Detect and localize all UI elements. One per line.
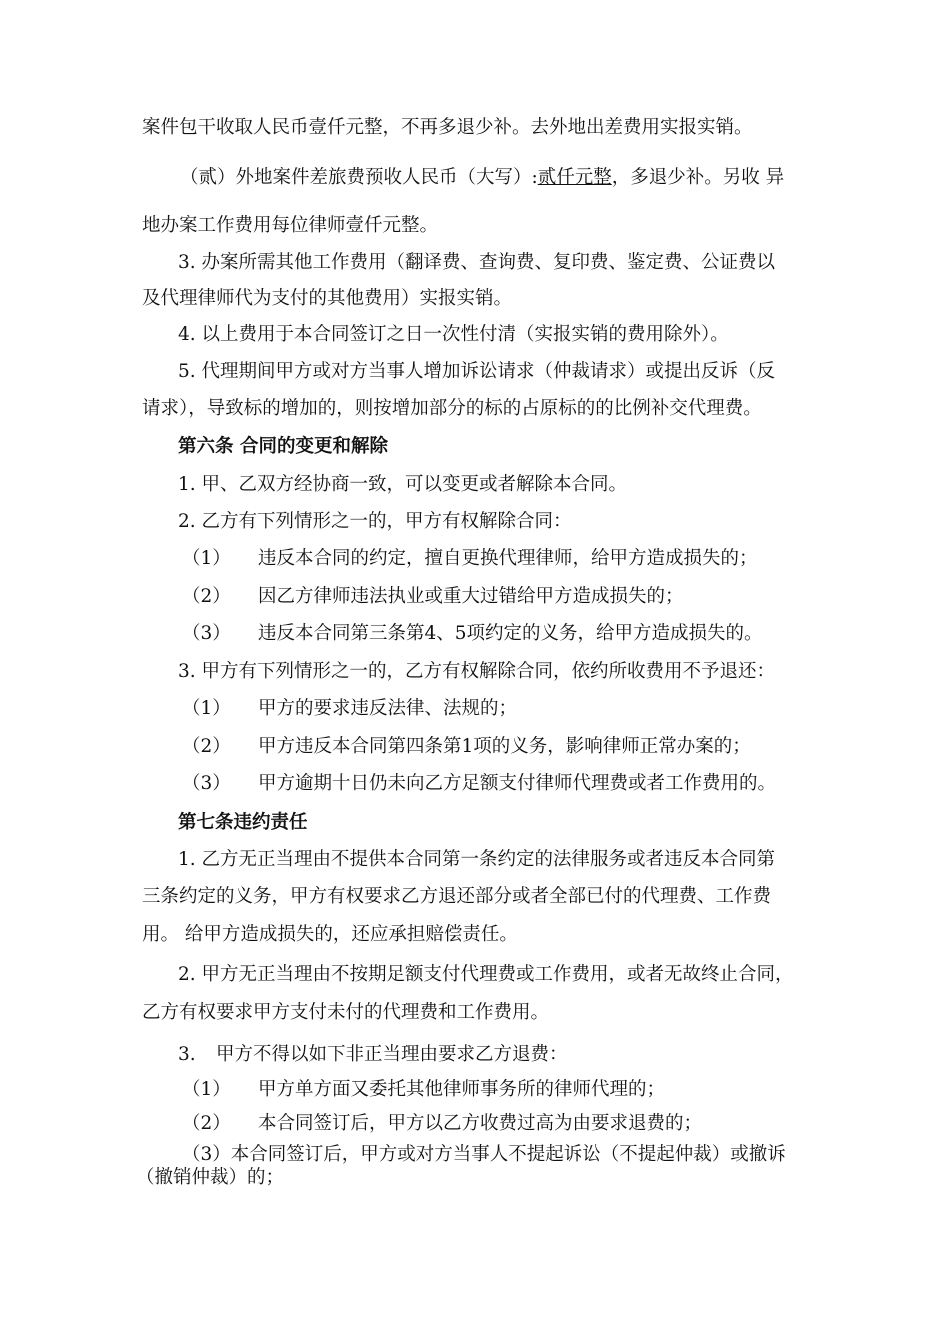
list-item-number: （3） [182, 773, 231, 794]
list-item-text: 甲方不得以如下非正当理由要求乙方退费： [216, 1044, 568, 1065]
list-item-text: 违反本合同第三条第4、5项约定的义务，给甲方造成损失的。 [258, 623, 763, 644]
paragraph-line: 地办案工作费用每位律师壹仟元整。 [142, 215, 439, 236]
paragraph-line: 及代理律师代为支付的其他费用）实报实销。 [142, 288, 513, 309]
paragraph-line: 案件包干收取人民币壹仟元整，不再多退少补。去外地出差费用实报实销。 [142, 117, 753, 138]
list-item-text: 本合同签订后，甲方以乙方收费过高为由要求退费的； [258, 1113, 703, 1134]
list-item-text: 甲方逾期十日仍未向乙方足额支付律师代理费或者工作费用的。 [258, 773, 777, 794]
paragraph-line: 三条约定的义务，甲方有权要求乙方退还部分或者全部已付的代理费、工作费 [142, 886, 772, 907]
paragraph-line: 用。 给甲方造成损失的，还应承担赔偿责任。 [142, 924, 518, 945]
list-item-number: （1） [182, 1079, 231, 1100]
paragraph-line: （3）本合同签订后，甲方或对方当事人不提起诉讼（不提起仲裁）或撤诉 [182, 1144, 786, 1165]
paragraph-line: 4. 以上费用于本合同签订之日一次性付清（实报实销的费用除外）。 [178, 324, 729, 345]
list-item-number: （1） [182, 548, 231, 569]
section-heading-article-6: 第六条 合同的变更和解除 [178, 436, 388, 457]
travel-fee-text-end: ，多退少补。另收 异 [611, 167, 785, 188]
paragraph-line: 1. 甲、乙双方经协商一致，可以变更或者解除本合同。 [178, 474, 628, 495]
paragraph-line: （撤销仲裁）的； [136, 1167, 285, 1188]
travel-fee-amount: 贰仟元整 [537, 167, 612, 188]
list-item-text: 违反本合同的约定，擅自更换代理律师，给甲方造成损失的； [258, 548, 758, 569]
paragraph-line: 2. 乙方有下列情形之一的，甲方有权解除合同： [178, 511, 572, 532]
list-item-text: 甲方的要求违反法律、法规的； [258, 698, 518, 719]
list-item-number: （3） [182, 623, 231, 644]
list-item-number: （1） [182, 698, 231, 719]
paragraph-line: 3. 办案所需其他工作费用（翻译费、查询费、复印费、鉴定费、公证费以 [178, 252, 776, 273]
paragraph-line: 2. 甲方无正当理由不按期足额支付代理费或工作费用，或者无故终止合同， [178, 964, 794, 985]
list-item-number: （2） [182, 736, 231, 757]
paragraph-line: 3. 甲方有下列情形之一的，乙方有权解除合同，依约所收费用不予退还： [178, 661, 776, 682]
list-item-text: 甲方单方面又委托其他律师事务所的律师代理的； [258, 1079, 666, 1100]
paragraph-line: 请求），导致标的增加的，则按增加部分的标的占原标的的比例补交代理费。 [142, 398, 762, 419]
paragraph-line: 1. 乙方无正当理由不提供本合同第一条约定的法律服务或者违反本合同第 [178, 849, 776, 870]
paragraph-line: 5. 代理期间甲方或对方当事人增加诉讼请求（仲裁请求）或提出反诉（反 [178, 361, 776, 382]
paragraph-line: 乙方有权要求甲方支付未付的代理费和工作费用。 [142, 1002, 550, 1023]
list-item-number: （2） [182, 1113, 231, 1134]
paragraph-line [180, 166, 784, 190]
travel-fee-text: （贰）外地案件差旅费预收人民币（大写）: [180, 167, 538, 188]
list-item-text: 因乙方律师违法执业或重大过错给甲方造成损失的； [258, 586, 684, 607]
list-item-number: （2） [182, 586, 231, 607]
section-heading-article-7: 第七条违约责任 [178, 812, 308, 833]
list-item-text: 甲方违反本合同第四条第1项的义务，影响律师正常办案的； [258, 736, 751, 757]
list-item-number: 3. [178, 1044, 196, 1065]
